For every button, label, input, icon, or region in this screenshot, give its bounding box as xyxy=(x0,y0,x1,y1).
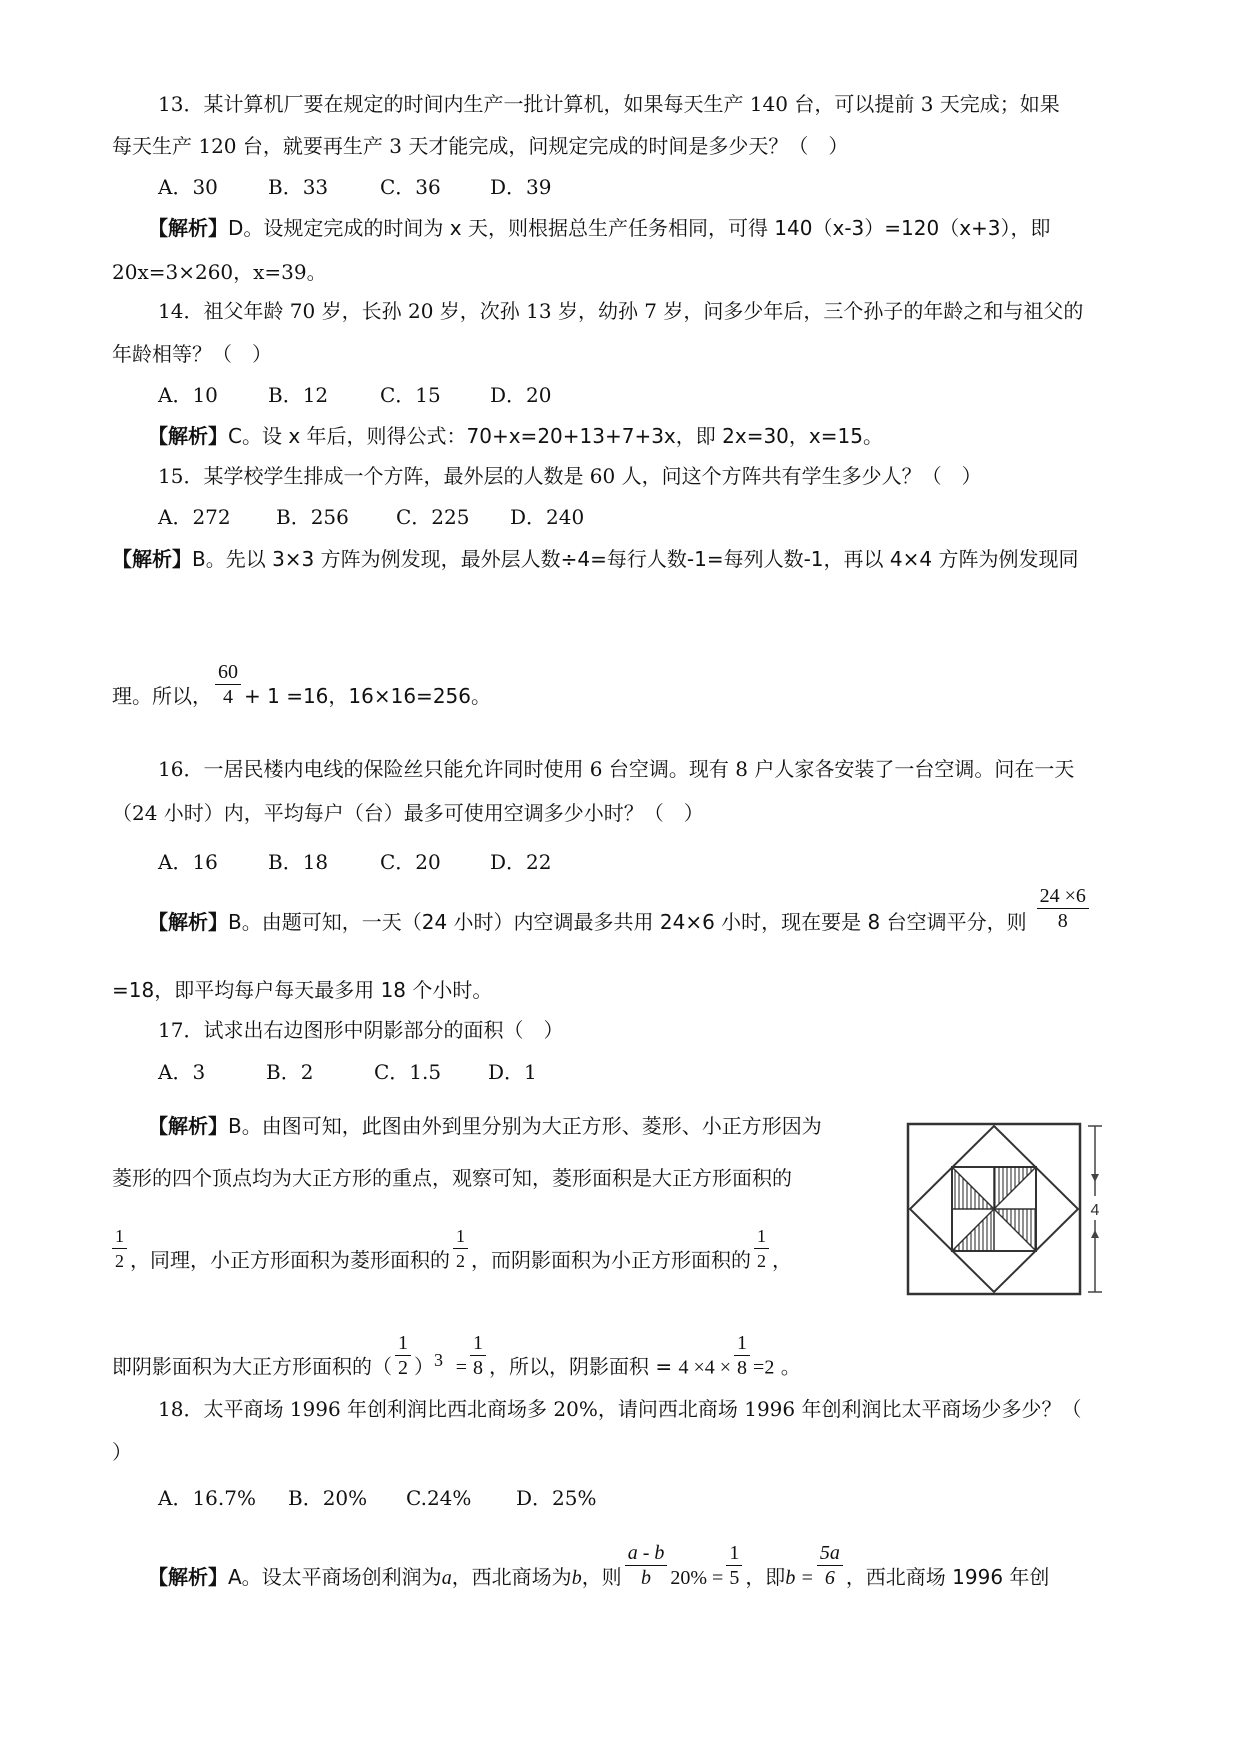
q16-stem-line-1: 16．一居民楼内电线的保险丝只能允许同时使用 6 台空调。现有 8 户人家各安装了一台空调。问在一天 xyxy=(158,757,1075,781)
half-denominator: 2 xyxy=(456,1251,465,1271)
q17-equals: = xyxy=(455,1356,467,1379)
q18-fraction-1-numerator: a - b xyxy=(625,1541,668,1566)
q18-analysis-line-1 xyxy=(148,1542,1050,1592)
q18-stem-line-1: 18．太平商场 1996 年创利润比西北商场多 20%，请问西北商场 1996 年创利润比太平商场少多少？（ xyxy=(158,1397,1082,1421)
q17-end: 。 xyxy=(780,1354,801,1379)
q13-option-b: B．33 xyxy=(268,175,329,199)
q17-analysis-text-b: ，而阴影面积为小正方形面积的 xyxy=(471,1248,751,1272)
q18-analysis-text-c: ，则 xyxy=(581,1565,622,1589)
analysis-tag: 【解析】 xyxy=(112,547,192,571)
q17-stem-line-1: 17．试求出右边图形中阴影部分的面积（ ） xyxy=(158,1018,564,1042)
q15-option-a: A．272 xyxy=(158,505,231,529)
q17-option-b: B．2 xyxy=(266,1060,314,1084)
q14-stem-line-2: 年龄相等？（ ） xyxy=(112,342,272,366)
half-numerator: 1 xyxy=(453,1224,468,1249)
q17-analysis-line-4 xyxy=(112,1331,801,1382)
q18-b-equals: b = xyxy=(785,1567,814,1589)
q13-option-d: D．39 xyxy=(490,175,552,199)
analysis-tag: 【解析】 xyxy=(148,1114,228,1138)
q16-fraction xyxy=(1037,884,1089,933)
half-denominator: 2 xyxy=(757,1251,766,1271)
arrow-down-icon xyxy=(1091,1174,1099,1182)
q16-analysis-line-1 xyxy=(148,885,1092,936)
q17-half-fraction-4 xyxy=(395,1331,411,1380)
q18-analysis-text-b: ，西北商场为 xyxy=(451,1565,572,1589)
q17-figure xyxy=(902,1118,1130,1298)
q18-option-b: B．20% xyxy=(288,1486,368,1510)
q18-fraction-3-numerator: 5a xyxy=(817,1541,843,1566)
var-b: b xyxy=(571,1567,582,1589)
analysis-tag: 【解析】 xyxy=(148,1565,228,1589)
q17-analysis-text-a: ，同理，小正方形面积为菱形面积的 xyxy=(130,1248,450,1272)
q18-analysis-text-a: A。设太平商场创利润为 xyxy=(228,1565,442,1589)
q14-option-d: D．20 xyxy=(490,383,552,407)
q17-analysis-line-1 xyxy=(148,1112,822,1140)
half-numerator: 1 xyxy=(112,1224,127,1249)
half-numerator: 1 xyxy=(754,1224,769,1249)
q18-fraction-3 xyxy=(817,1541,843,1590)
q17-analysis-line-2: 菱形的四个顶点均为大正方形的重点，观察可知，菱形面积是大正方形面积的 xyxy=(112,1166,792,1190)
q18-analysis-text-d: ，即 xyxy=(745,1565,786,1589)
q17-power: 3 xyxy=(434,1350,443,1370)
q17-calc-pre: 4 ×4 × xyxy=(678,1356,732,1379)
q17-analysis-text-c: ， xyxy=(772,1248,792,1272)
q18-fraction-1-denominator: b xyxy=(641,1567,652,1589)
var-a: a xyxy=(441,1567,452,1589)
q18-option-a: A．16.7% xyxy=(158,1486,256,1510)
q16-fraction-numerator: 24 ×6 xyxy=(1037,884,1089,909)
q18-percent: 20% = xyxy=(670,1567,724,1589)
q16-analysis-line-2: =18，即平均每户每天最多用 18 个小时。 xyxy=(112,978,493,1002)
q17-eighth-fraction-2 xyxy=(734,1331,750,1380)
q15-stem-line-1: 15．某学校学生排成一个方阵，最外层的人数是 60 人，问这个方阵共有学生多少人？（ ） xyxy=(158,464,982,488)
q18-fraction-3-denominator: 6 xyxy=(824,1567,835,1589)
q15-analysis-post: + 1 =16，16×16=256。 xyxy=(244,684,491,708)
q15-option-c: C．225 xyxy=(396,505,470,529)
q14-option-a: A．10 xyxy=(158,383,218,407)
q15-analysis-pre: 理。所以， xyxy=(112,684,212,708)
q13-analysis-line-2: 20x=3×260，x=39。 xyxy=(112,260,327,284)
q17-eighth-fraction-1 xyxy=(470,1331,486,1380)
analysis-tag: 【解析】 xyxy=(148,424,228,448)
q15-option-b: B．256 xyxy=(276,505,349,529)
q18-option-d: D．25% xyxy=(516,1486,597,1510)
q15-fraction-numerator: 60 xyxy=(215,660,241,685)
q18-stem-line-2: ） xyxy=(112,1440,132,1464)
dimension-label: 4 xyxy=(1090,1202,1100,1219)
q15-option-d: D．240 xyxy=(510,505,585,529)
q17-analysis-post: ，所以，阴影面积 = xyxy=(489,1354,673,1379)
half-denominator: 2 xyxy=(398,1356,408,1379)
analysis-tag: 【解析】 xyxy=(148,216,228,240)
q16-option-b: B．18 xyxy=(268,850,329,874)
q13-option-c: C．36 xyxy=(380,175,441,199)
half-numerator: 1 xyxy=(395,1331,411,1356)
q15-fraction-denominator: 4 xyxy=(223,686,233,708)
q13-stem-line-2: 每天生产 120 台，就要再生产 3 天才能完成，问规定完成的时间是多少天？（ ） xyxy=(112,134,849,158)
q18-option-c: C.24% xyxy=(406,1486,472,1510)
q15-fraction xyxy=(215,660,241,709)
eighth-denominator: 8 xyxy=(473,1356,483,1379)
q16-analysis-text: B。由题可知，一天（24 小时）内空调最多共用 24×6 小时，现在要是 8 台空调平分，则 xyxy=(228,910,1027,934)
q17-option-c: C．1.5 xyxy=(374,1060,442,1084)
q17-half-fraction-1 xyxy=(112,1224,127,1273)
q17-option-d: D．1 xyxy=(488,1060,537,1084)
q18-fraction-2-numerator: 1 xyxy=(726,1541,742,1566)
arrow-up-icon xyxy=(1091,1230,1099,1238)
q17-analysis-line-3 xyxy=(112,1226,792,1274)
q17-analysis-pre: 即阴影面积为大正方形面积的（ xyxy=(112,1354,392,1379)
eighth-denominator: 8 xyxy=(737,1356,748,1379)
q14-option-b: B．12 xyxy=(268,383,329,407)
q18-fraction-1 xyxy=(625,1541,668,1590)
q13-stem-line-1: 13．某计算机厂要在规定的时间内生产一批计算机，如果每天生产 140 台，可以提前 3 天完成；如果 xyxy=(158,92,1060,116)
q17-option-a: A．3 xyxy=(158,1060,206,1084)
q15-analysis-line-1 xyxy=(112,545,1078,573)
q15-analysis-line-2 xyxy=(112,661,491,710)
q13-option-a: A．30 xyxy=(158,175,218,199)
q16-option-a: A．16 xyxy=(158,850,218,874)
q16-option-c: C．20 xyxy=(380,850,441,874)
q17-calc-post: =2 xyxy=(753,1356,775,1379)
q17-analysis-mid: ） xyxy=(414,1354,434,1379)
q18-fraction-2 xyxy=(726,1541,742,1590)
analysis-tag: 【解析】 xyxy=(148,910,228,934)
q16-stem-line-2: （24 小时）内，平均每户（台）最多可使用空调多少小时？（ ） xyxy=(112,801,704,825)
q17-half-fraction-2 xyxy=(453,1224,468,1273)
q16-option-d: D．22 xyxy=(490,850,552,874)
q13-analysis-text: D。设规定完成的时间为 x 天，则根据总生产任务相同，可得 140（x-3）=120（x+3），即 xyxy=(228,216,1051,240)
eighth-numerator: 1 xyxy=(470,1331,486,1356)
q17-analysis-text: B。由图可知，此图由外到里分别为大正方形、菱形、小正方形因为 xyxy=(228,1114,822,1138)
q18-analysis-text-e: ，西北商场 1996 年创 xyxy=(845,1565,1050,1589)
q15-analysis-text: B。先以 3×3 方阵为例发现，最外层人数÷4=每行人数-1=每列人数-1，再以 4×4 方阵为例发现同 xyxy=(192,547,1079,571)
eighth-numerator: 1 xyxy=(734,1331,750,1356)
q14-analysis-line-1 xyxy=(148,422,883,450)
q13-analysis-line-1 xyxy=(148,214,1051,242)
q14-stem-line-1: 14．祖父年龄 70 岁，长孙 20 岁，次孙 13 岁，幼孙 7 岁，问多少年后，三个孙子的年龄之和与祖父的 xyxy=(158,299,1084,323)
q18-fraction-2-denominator: 5 xyxy=(729,1567,740,1589)
q14-analysis-text: C。设 x 年后，则得公式：70+x=20+13+7+3x，即 2x=30，x=15。 xyxy=(228,424,883,448)
half-denominator: 2 xyxy=(115,1251,124,1271)
q17-half-fraction-3 xyxy=(754,1224,769,1273)
q14-option-c: C．15 xyxy=(380,383,441,407)
q16-fraction-denominator: 8 xyxy=(1057,910,1068,932)
